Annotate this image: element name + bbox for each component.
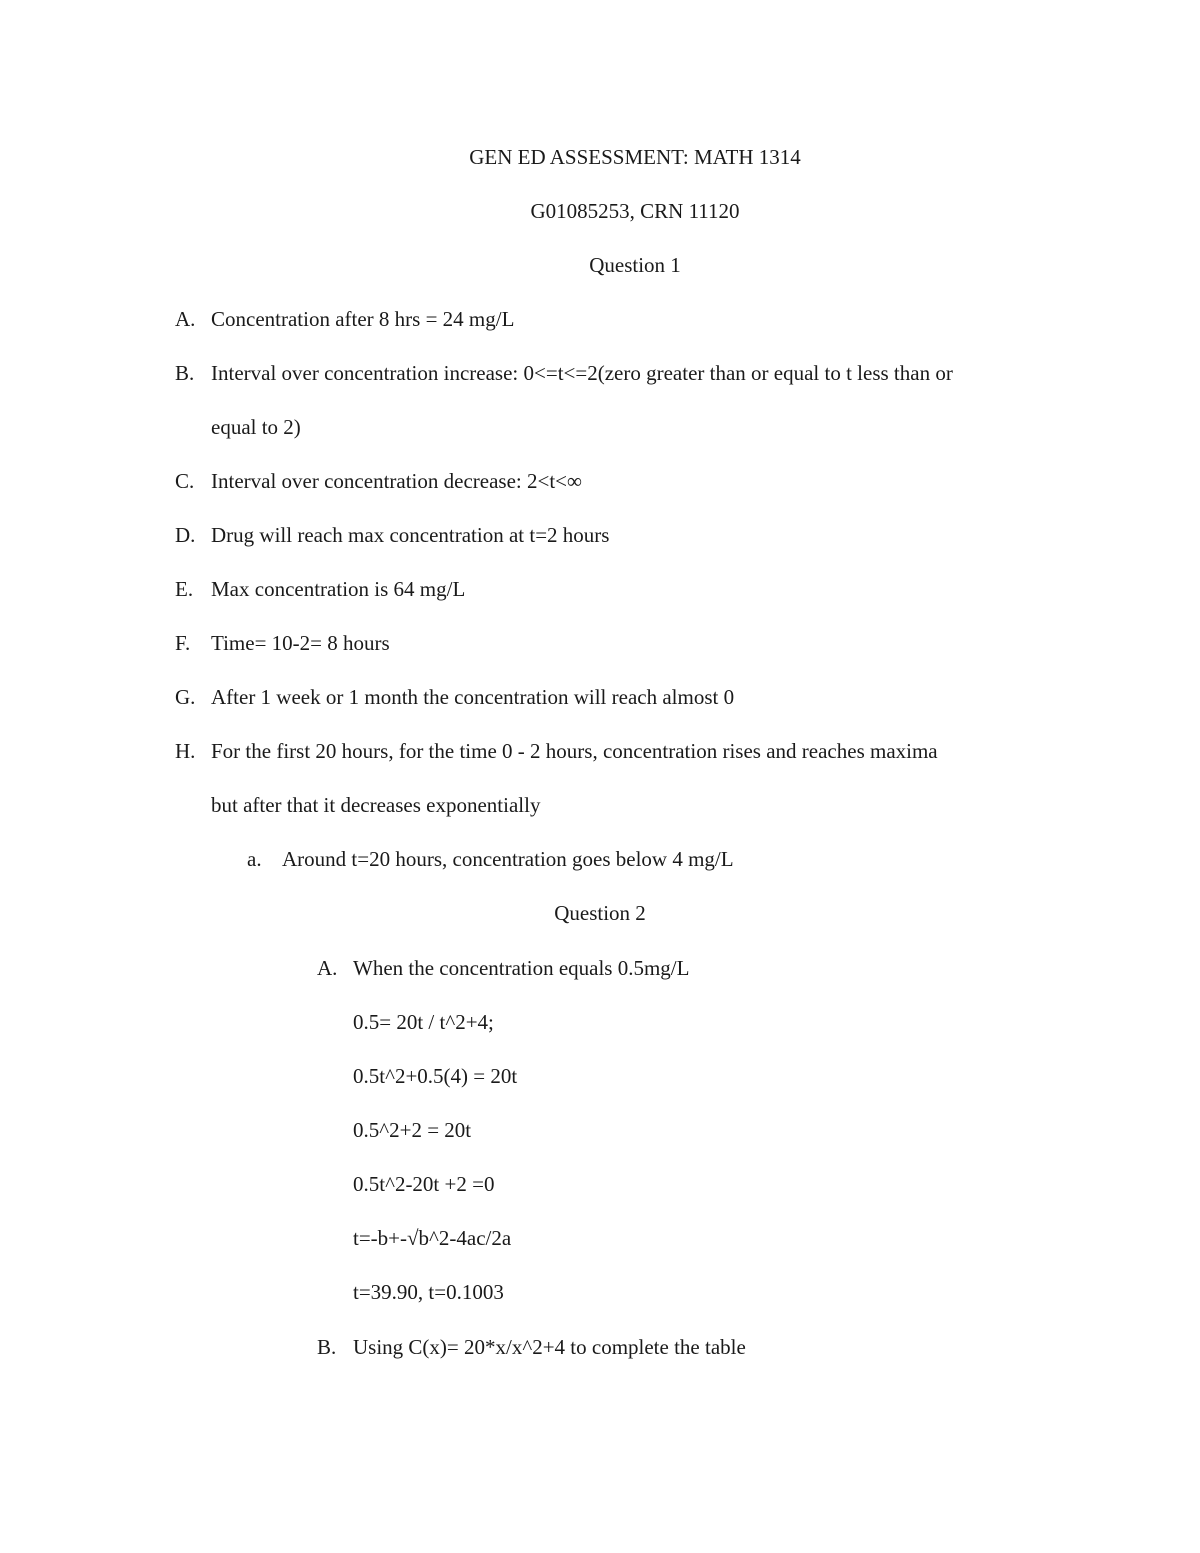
list-marker: G. bbox=[175, 685, 196, 709]
list-item-text: Using C(x)= 20*x/x^2+4 to complete the table bbox=[353, 1335, 746, 1359]
question-1-heading: Question 1 bbox=[589, 253, 681, 277]
list-item-text: Interval over concentration decrease: 2<t<∞ bbox=[211, 469, 582, 493]
list-item-text: Drug will reach max concentration at t=2 hours bbox=[211, 523, 610, 547]
list-item-text: For the first 20 hours, for the time 0 - 2 hours, concentration rises and reaches maxima bbox=[211, 739, 938, 763]
list-item-text: Interval over concentration increase: 0<=t<=2(zero greater than or equal to t less than or bbox=[211, 361, 953, 385]
question-2-heading: Question 2 bbox=[554, 901, 646, 925]
list-item-text: Max concentration is 64 mg/L bbox=[211, 577, 466, 601]
list-marker: C. bbox=[175, 469, 195, 493]
list-marker: F. bbox=[175, 631, 191, 655]
list-marker: H. bbox=[175, 739, 196, 763]
work-step: 0.5t^2+0.5(4) = 20t bbox=[353, 1064, 518, 1088]
document-title: GEN ED ASSESSMENT: MATH 1314 bbox=[469, 145, 801, 169]
list-marker: B. bbox=[317, 1335, 337, 1359]
list-marker: A. bbox=[175, 307, 196, 331]
work-step: 0.5t^2-20t +2 =0 bbox=[353, 1172, 495, 1196]
list-marker: B. bbox=[175, 361, 195, 385]
list-marker: a. bbox=[247, 847, 262, 871]
list-item-text: Around t=20 hours, concentration goes below 4 mg/L bbox=[282, 847, 734, 871]
work-step: t=39.90, t=0.1003 bbox=[353, 1280, 504, 1304]
list-marker: E. bbox=[175, 577, 194, 601]
list-item-continuation: but after that it decreases exponentially bbox=[211, 793, 541, 817]
student-id-line: G01085253, CRN 11120 bbox=[530, 199, 740, 223]
work-step: t=-b+-√b^2-4ac/2a bbox=[353, 1226, 512, 1250]
list-marker: D. bbox=[175, 523, 196, 547]
list-item-text: Concentration after 8 hrs = 24 mg/L bbox=[211, 307, 515, 331]
list-item-text: Time= 10-2= 8 hours bbox=[211, 631, 390, 655]
work-step: 0.5^2+2 = 20t bbox=[353, 1118, 472, 1142]
list-item-text: When the concentration equals 0.5mg/L bbox=[353, 956, 690, 980]
list-item-text: After 1 week or 1 month the concentration will reach almost 0 bbox=[211, 685, 735, 709]
list-marker: A. bbox=[317, 956, 338, 980]
work-step: 0.5= 20t / t^2+4; bbox=[353, 1010, 494, 1034]
list-item-continuation: equal to 2) bbox=[211, 415, 301, 439]
